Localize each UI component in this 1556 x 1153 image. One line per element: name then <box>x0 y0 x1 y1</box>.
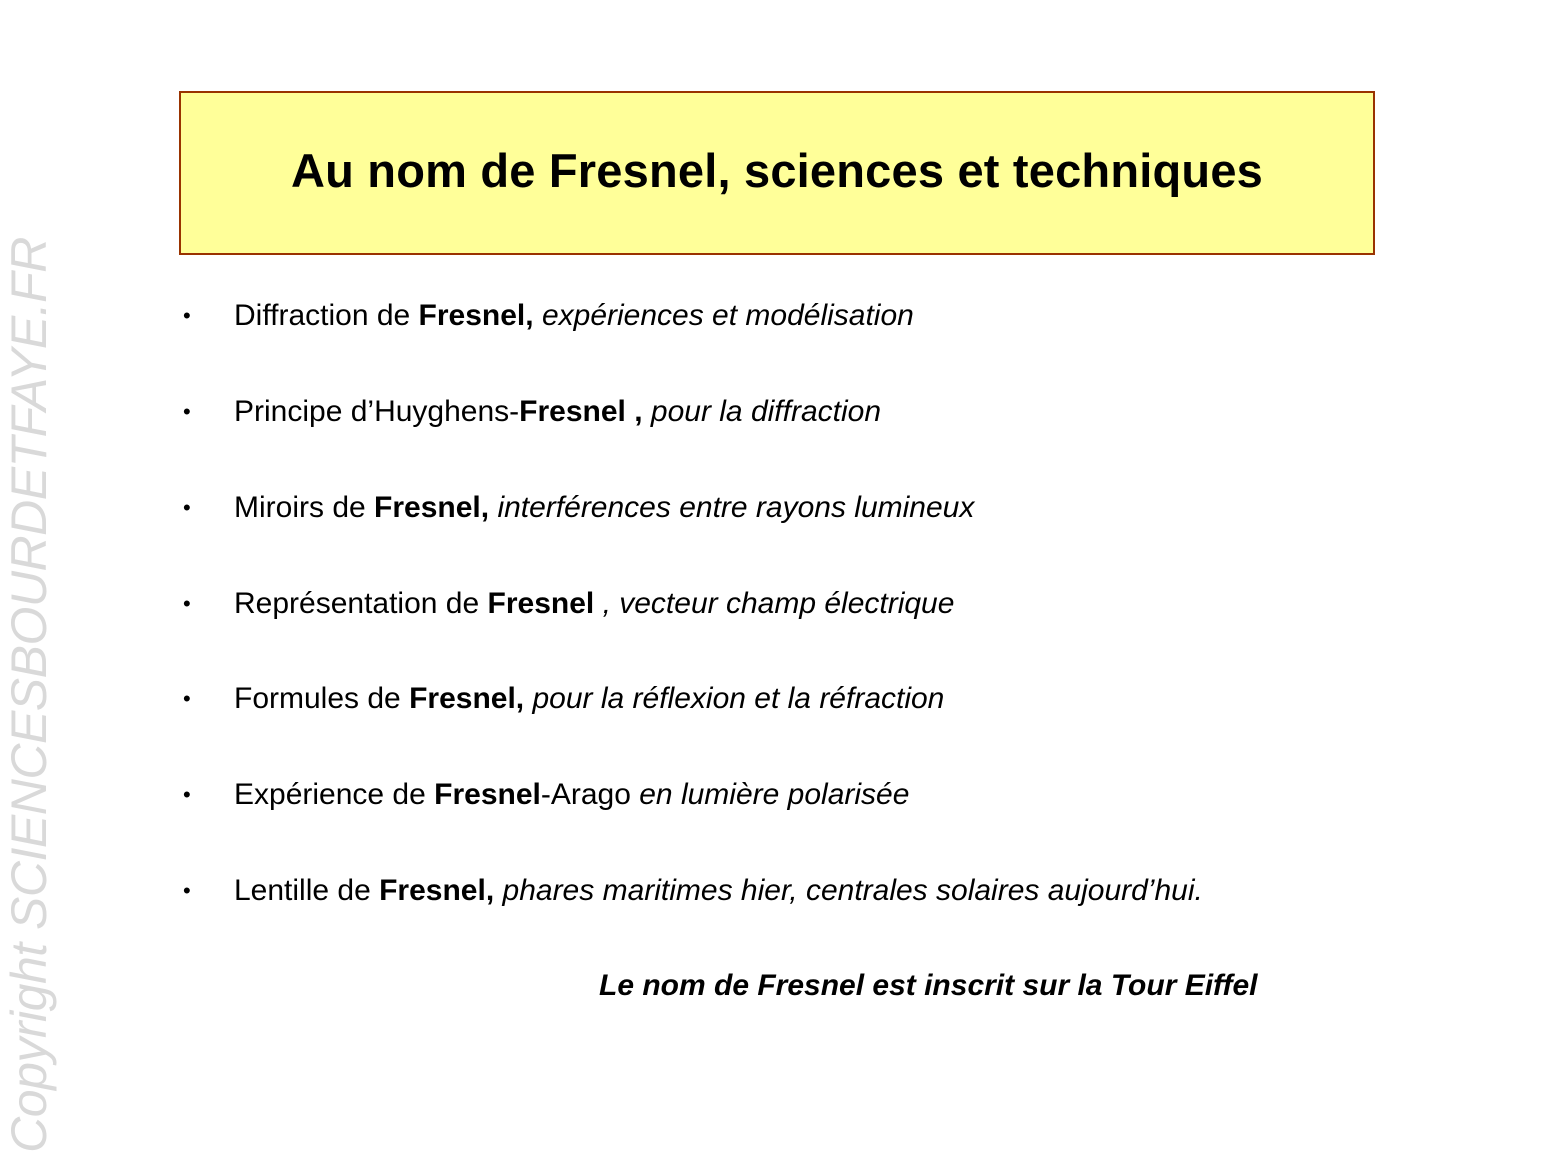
bullet-icon: • <box>183 782 191 807</box>
bullet-icon: • <box>183 878 191 903</box>
item-bold-text: Fresnel <box>434 778 541 811</box>
item-mid-text: -Arago <box>540 778 640 811</box>
item-bold-text: Fresnel , <box>519 395 643 428</box>
item-mid-text <box>594 587 602 620</box>
item-italic-text: expériences et modélisation <box>541 299 914 332</box>
item-plain-text: Miroirs de <box>234 491 375 524</box>
title-box <box>179 91 1375 255</box>
copyright-watermark: Copyright SCIENCESBOURDETFAYE.FR <box>1 237 57 1153</box>
bullet-icon: • <box>183 303 191 328</box>
item-plain-text: Principe d’Huyghens- <box>234 395 520 428</box>
bullet-icon: • <box>183 686 191 711</box>
item-mid-text <box>643 395 651 428</box>
item-italic-text: pour la diffraction <box>650 395 882 428</box>
list-item-text <box>234 775 909 815</box>
list-item-text <box>234 488 974 528</box>
item-plain-text: Représentation de <box>234 587 488 620</box>
list-item-text <box>234 871 1203 911</box>
list-item-text <box>234 679 944 719</box>
item-italic-text: interférences entre rayons lumineux <box>497 491 975 524</box>
list-item-text <box>234 392 881 432</box>
item-plain-text: Expérience de <box>234 778 435 811</box>
item-plain-text: Formules de <box>234 682 410 715</box>
item-bold-text: Fresnel, <box>379 874 495 907</box>
item-bold-text: Fresnel <box>487 587 595 620</box>
item-plain-text: Lentille de <box>234 874 380 907</box>
item-plain-text: Diffraction de <box>234 299 419 332</box>
item-italic-text: phares maritimes hier, centrales solaires aujourd’hui. <box>502 874 1203 907</box>
item-bold-text: Fresnel, <box>409 682 525 715</box>
bullet-icon: • <box>183 399 191 424</box>
item-bold-text: Fresnel, <box>374 491 490 524</box>
item-italic-text: pour la réflexion et la réfraction <box>532 682 945 715</box>
bullet-icon: • <box>183 495 191 520</box>
bullet-icon: • <box>183 591 191 616</box>
list-item-text <box>234 296 914 336</box>
item-italic-text: en lumière polarisée <box>639 778 910 811</box>
item-mid-text <box>534 299 542 332</box>
item-mid-text <box>494 874 502 907</box>
slide-title: Au nom de Fresnel, sciences et techniques <box>291 143 1263 197</box>
list-item-text <box>234 584 954 624</box>
footer-note: Le nom de Fresnel est inscrit sur la Tour Eiffel <box>599 969 1258 1002</box>
item-bold-text: Fresnel, <box>418 299 534 332</box>
item-italic-text: , vecteur champ électrique <box>602 587 955 620</box>
